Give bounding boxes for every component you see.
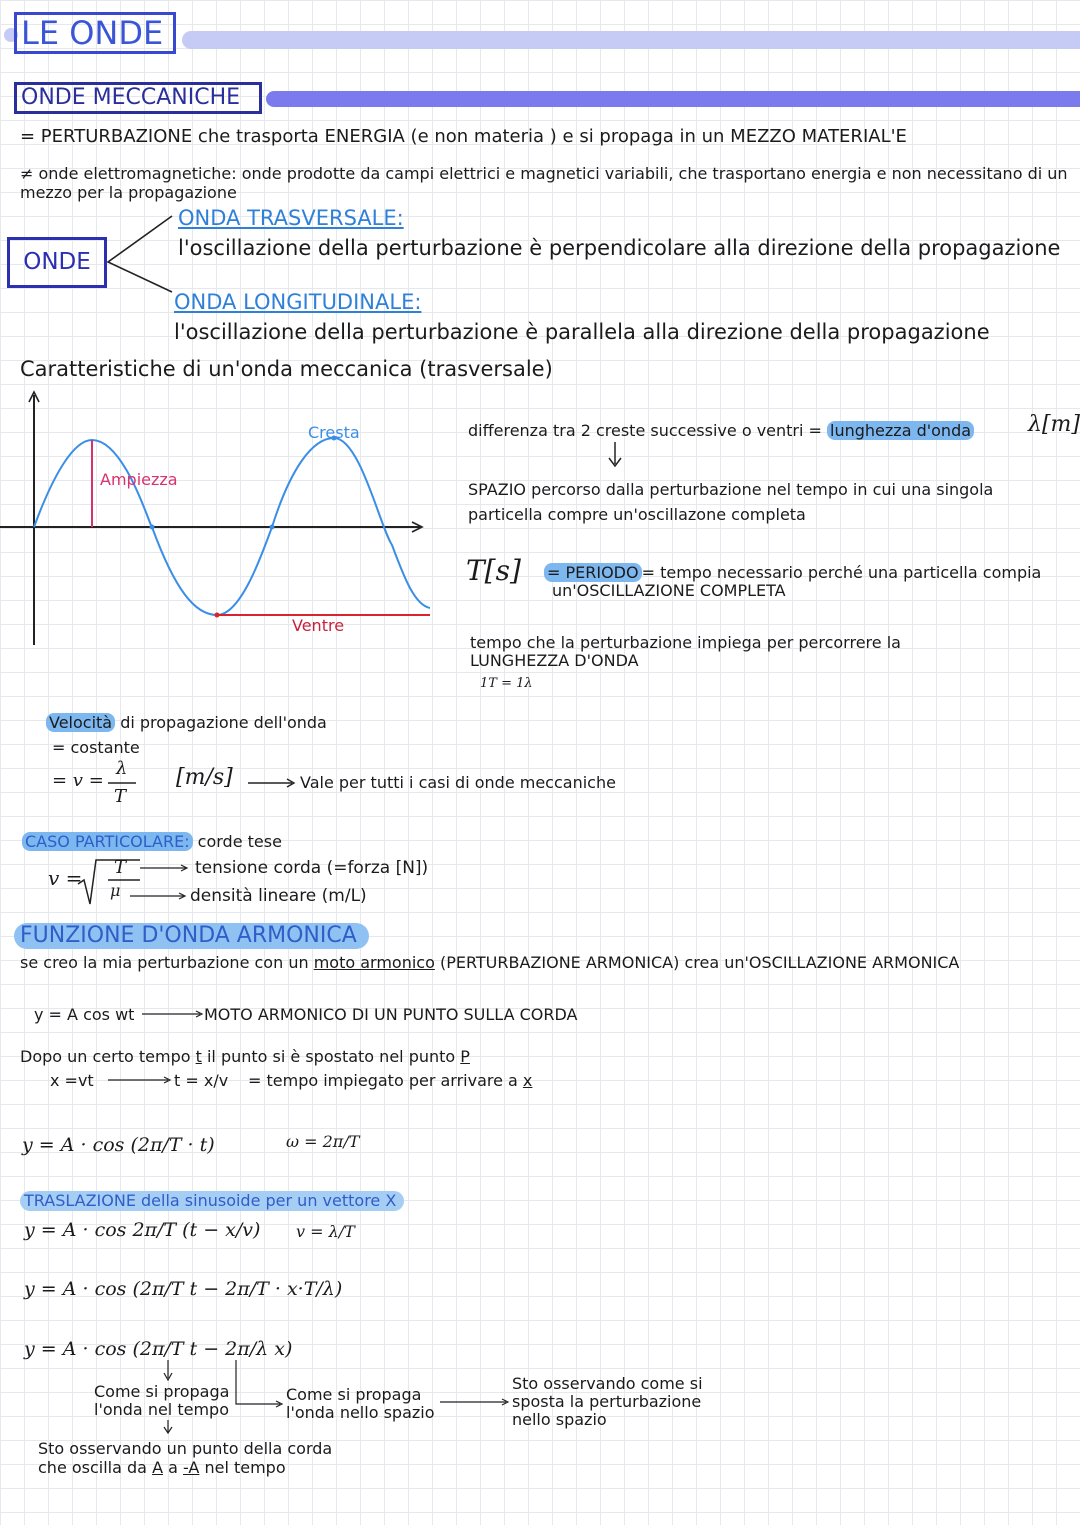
special-case-highlight: CASO PARTICOLARE: (22, 832, 193, 851)
x-eq: x =vt (50, 1071, 94, 1090)
harmonic-eq-desc: MOTO ARMONICO DI UN PUNTO SULLA CORDA (204, 1005, 578, 1024)
branch-lines (108, 216, 172, 292)
wavelength-unit: λ[m] (1028, 412, 1080, 437)
time-note-2: LUNGHEZZA D'ONDA (470, 651, 639, 670)
velocity-formula-lhs: = v = (52, 770, 104, 791)
em-waves-line-2: mezzo per la propagazione (20, 183, 237, 202)
velocity-formula-den: T (114, 786, 127, 807)
trough-point (215, 613, 220, 618)
period-line-1: = PERIODO = tempo necessario perché una particella compia (544, 563, 1041, 582)
transverse-desc: l'oscillazione della perturbazione è perpendicolare alla direzione della propagazione (178, 236, 1061, 260)
velocity-note: Vale per tutti i casi di onde meccaniche (300, 773, 616, 792)
onde-label: ONDE (7, 237, 107, 288)
trough-label: Ventre (292, 616, 345, 635)
space-note-1: SPAZIO percorso dalla perturbazione nel tempo in cui una singola (468, 480, 994, 499)
period-line-2: un'OSCILLAZIONE COMPLETA (552, 581, 786, 600)
observe-space-2: sposta la perturbazione (512, 1392, 702, 1411)
time-propagation-1: Come si propaga (94, 1382, 230, 1401)
space-propagation-1: Come si propaga (286, 1385, 422, 1404)
em-waves-line-1: ≠ onde elettromagnetiche: onde prodotte da campi elettrici e magnetici variabili, che trasportano energia e non necessitano di un (20, 164, 1068, 183)
node-point-1 (150, 525, 155, 530)
longitudinal-title: ONDA LONGITUDINALE: (174, 290, 422, 314)
wavelength-note: differenza tra 2 creste successive o ventri = lunghezza d'onda (468, 421, 974, 440)
space-arrow (236, 1360, 280, 1404)
crest-label: Cresta (308, 423, 360, 442)
harmonic-intro: se creo la mia perturbazione con un moto armonico (PERTURBAZIONE ARMONICA) crea un'OSCILLAZIONE ARMONICA (20, 953, 960, 972)
longitudinal-desc: l'oscillazione della perturbazione è parallela alla direzione della propagazione (174, 320, 990, 344)
definition-text: = PERTURBAZIONE che trasporta ENERGIA (e non materia ) e si propaga in un MEZZO MATERIAL'E (20, 126, 907, 147)
special-case-title: CASO PARTICOLARE: corde tese (22, 832, 282, 851)
time-propagation-2: l'onda nel tempo (94, 1400, 229, 1419)
v-eq: v = λ/T (296, 1222, 355, 1241)
special-v-symbol: v = (48, 866, 83, 890)
velocity-unit: [m/s] (176, 765, 233, 790)
time-note-1: tempo che la perturbazione impiega per percorrere la (470, 633, 901, 652)
space-propagation-2: l'onda nello spazio (286, 1403, 435, 1422)
observe-space-1: Sto osservando come si (512, 1374, 703, 1393)
observe-time-1: Sto osservando un punto della corda (38, 1439, 333, 1458)
characteristics-title: Caratteristiche di un'onda meccanica (trasversale) (20, 357, 553, 381)
sqrt-sign (78, 860, 140, 904)
special-den: μ (110, 881, 121, 900)
equation-3: y = A · cos (2π/T t − 2π/T · x·T/λ) (24, 1278, 343, 1300)
period-symbol: T[s] (466, 554, 521, 587)
node-point-2 (270, 525, 275, 530)
space-note-2: particella compre un'oscillazone completa (468, 505, 806, 524)
density-label: densità lineare (m/L) (190, 886, 367, 906)
velocity-title: Velocità di propagazione dell'onda (46, 713, 327, 732)
period-highlight: = PERIODO (544, 563, 642, 582)
after-time-text: Dopo un certo tempo t il punto si è spostato nel punto P (20, 1047, 470, 1066)
translation-title: TRASLAZIONE della sinusoide per un vettore X (20, 1191, 404, 1211)
equation-1: y = A · cos (2π/T · t) (22, 1134, 215, 1156)
equation-4: y = A · cos (2π/T t − 2π/λ x) (24, 1338, 293, 1360)
tension-label: tensione corda (=forza [N]) (195, 858, 429, 878)
omega-eq: ω = 2π/T (286, 1132, 360, 1151)
amplitude-label: Ampiezza (100, 470, 178, 489)
harmonic-title: FUNZIONE D'ONDA ARMONICA (14, 923, 369, 949)
section-title: ONDE MECCANICHE (14, 82, 262, 114)
equation-2: y = A · cos 2π/T (t − x/v) (24, 1219, 261, 1241)
observe-time-2: che oscilla da A a -A nel tempo (38, 1458, 286, 1477)
t-eq: t = x/v (174, 1071, 229, 1090)
wavelength-highlight: lunghezza d'onda (827, 421, 974, 440)
special-num: T (114, 857, 127, 878)
velocity-formula-num: λ (116, 758, 128, 779)
velocity-constant: = costante (52, 738, 140, 757)
harmonic-eq-motion: y = A cos wt (34, 1005, 135, 1024)
velocity-highlight: Velocità (46, 713, 115, 732)
page-title: LE ONDE (14, 12, 176, 54)
time-formula: 1T = 1λ (480, 676, 533, 691)
observe-space-3: nello spazio (512, 1410, 607, 1429)
t-desc: = tempo impiegato per arrivare a x (248, 1071, 533, 1090)
transverse-title: ONDA TRASVERSALE: (178, 206, 404, 230)
